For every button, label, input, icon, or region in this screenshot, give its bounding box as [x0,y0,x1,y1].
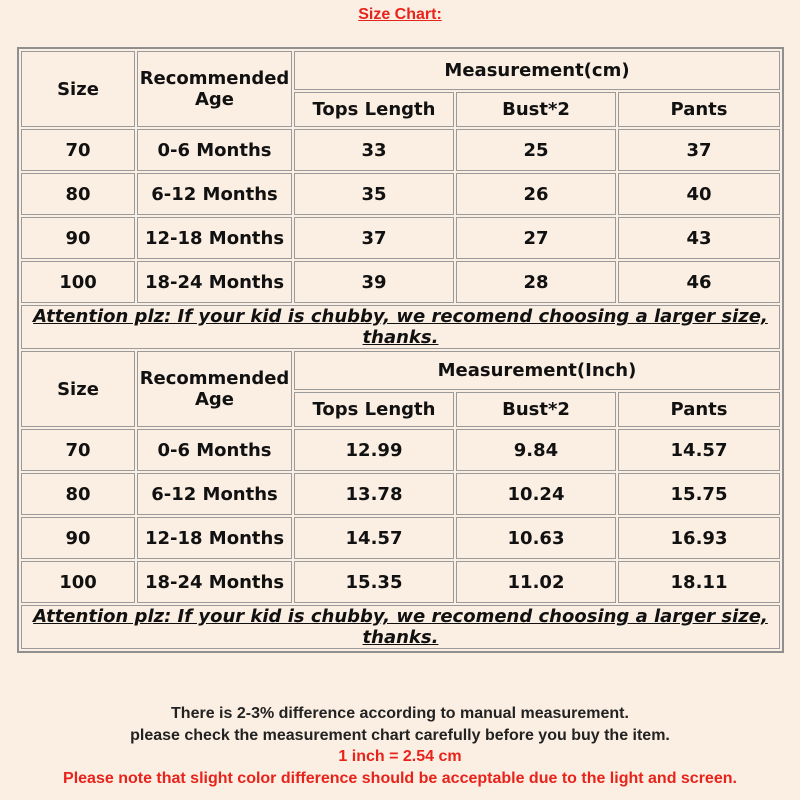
age-cell: 6-12 Months [137,473,292,515]
bust-cell: 26 [456,173,616,215]
table-row [21,517,780,559]
bust-header: Bust*2 [456,392,616,427]
size-chart-table [19,49,782,651]
pants-cell: 16.93 [618,517,780,559]
footer-notes [0,703,800,789]
check-chart-note: please check the measurement chart carefully before you buy the item. [130,726,670,744]
age-cell: 12-18 Months [137,517,292,559]
bust-cell: 10.24 [456,473,616,515]
age-cell: 12-18 Months [137,217,292,259]
size-cell: 70 [21,429,135,471]
bust-cell: 25 [456,129,616,171]
table-row [21,261,780,303]
size-cell: 70 [21,129,135,171]
inch-conversion-note: 1 inch = 2.54 cm [338,748,462,765]
size-header: Size [21,51,135,127]
pants-cell: 15.75 [618,473,780,515]
tops-cell: 13.78 [294,473,454,515]
table-row [21,429,780,471]
recommended-age-header: Recommended Age [137,51,292,127]
age-cell: 0-6 Months [137,429,292,471]
tops-cell: 37 [294,217,454,259]
table-row [21,173,780,215]
size-chart [17,47,784,653]
age-cell: 18-24 Months [137,561,292,603]
pants-cell: 40 [618,173,780,215]
table-row [21,217,780,259]
pants-header: Pants [618,92,780,127]
table-row [21,473,780,515]
attention-note: Attention plz: If your kid is chubby, we recomend choosing a larger size, thanks. [21,605,780,649]
tops-length-header: Tops Length [294,92,454,127]
tops-cell: 33 [294,129,454,171]
bust-header: Bust*2 [456,92,616,127]
recommended-age-header: Recommended Age [137,351,292,427]
age-cell: 6-12 Months [137,173,292,215]
bust-cell: 9.84 [456,429,616,471]
measurement-cm-header: Measurement(cm) [294,51,780,90]
pants-cell: 14.57 [618,429,780,471]
page-title: Size Chart: [358,6,442,23]
bust-cell: 28 [456,261,616,303]
table-row [21,561,780,603]
pants-cell: 46 [618,261,780,303]
pants-cell: 37 [618,129,780,171]
age-cell: 18-24 Months [137,261,292,303]
tops-length-header: Tops Length [294,392,454,427]
size-cell: 80 [21,473,135,515]
size-header: Size [21,351,135,427]
measurement-inch-header: Measurement(Inch) [294,351,780,390]
size-cell: 90 [21,217,135,259]
pants-cell: 43 [618,217,780,259]
bust-cell: 11.02 [456,561,616,603]
bust-cell: 27 [456,217,616,259]
table-row [21,129,780,171]
size-cell: 100 [21,561,135,603]
measurement-difference-note: There is 2-3% difference according to manual measurement. [171,705,629,722]
age-cell: 0-6 Months [137,129,292,171]
tops-cell: 14.57 [294,517,454,559]
tops-cell: 39 [294,261,454,303]
pants-cell: 18.11 [618,561,780,603]
size-cell: 90 [21,517,135,559]
tops-cell: 15.35 [294,561,454,603]
size-cell: 80 [21,173,135,215]
tops-cell: 12.99 [294,429,454,471]
attention-note: Attention plz: If your kid is chubby, we recomend choosing a larger size, thanks. [21,305,780,349]
bust-cell: 10.63 [456,517,616,559]
tops-cell: 35 [294,173,454,215]
size-cell: 100 [21,261,135,303]
pants-header: Pants [618,392,780,427]
color-difference-note: Please note that slight color difference should be acceptable due to the light and screen. [63,769,737,787]
